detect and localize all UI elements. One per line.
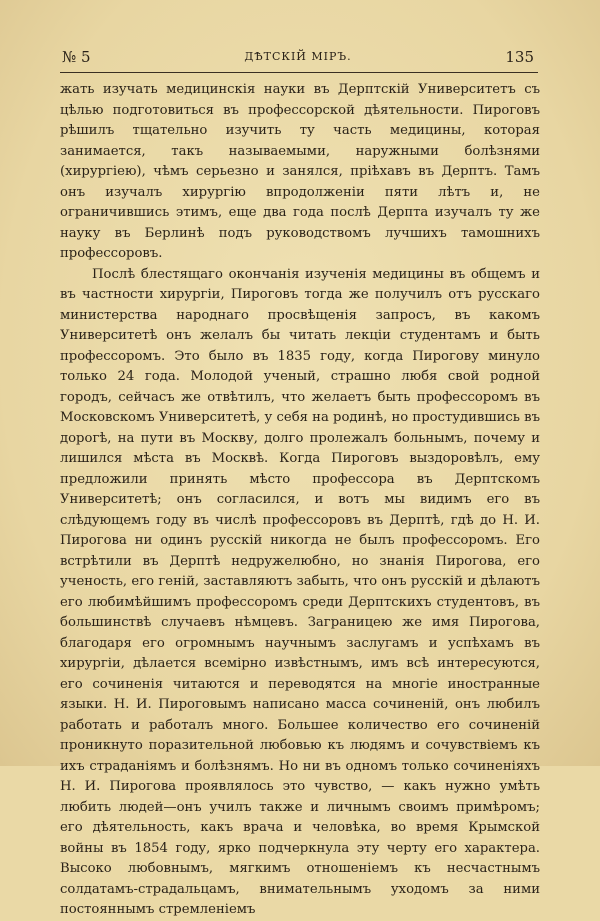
paragraph-continuation: жать изучать медицинскія науки въ Дерптскій Университетъ съ цѣлью подготовиться въ профессорской дѣятельности. Пироговъ рѣшилъ тщательно изучить ту часть медицины, которая занимается, такъ называемыми, наружными болѣзнями (хирургіею), чѣмъ серьезно и занялся, пріѣхавъ въ Дерптъ. Тамъ онъ изучалъ хирургію впродолженіи пяти лѣтъ и, не ограничившись этимъ, еще два года послѣ Дерпта изучалъ ту же науку въ Берлинѣ подъ руководствомъ лучшихъ тамошнихъ профессоровъ.	[60, 82, 540, 261]
page-number: 135	[505, 48, 534, 66]
article-body	[60, 80, 540, 921]
journal-title: ДѢТСКІЙ МІРЪ.	[244, 50, 352, 63]
paragraph: Послѣ блестящаго окончанія изученія медицины въ общемъ и въ частности хирургіи, Пироговъ тогда же получилъ отъ русскаго министерства народнаго просвѣщенія запросъ, въ какомъ Университетѣ онъ желалъ бы читать лекціи студентамъ и быть профессоромъ. Это было въ 1835 году, когда Пирогову минуло только 24 года. Молодой ученый, страшно любя свой родной городъ, сейчасъ же отвѣтилъ, что желаетъ быть профессоромъ въ Московскомъ Университетѣ, у себя на родинѣ, но простудившись въ дорогѣ, на пути въ Москву, долго пролежалъ больнымъ, почему и лишился мѣста въ Москвѣ. Когда Пироговъ выздоровѣлъ, ему предложили принять мѣсто профессора въ Дерптскомъ Университетѣ; онъ согласился, и вотъ мы видимъ его въ слѣдующемъ году въ числѣ профессоровъ въ Дерптѣ, гдѣ до Н. И. Пирогова ни одинъ русскій никогда не былъ профессоромъ. Его встрѣтили въ Дерптѣ недружелюбно, но знанія Пирогова, его ученость, его геній, заставляютъ забыть, что онъ русскій и дѣлаютъ его любимѣйшимъ профессоромъ среди Дерптскихъ студентовъ, въ большинствѣ случаевъ нѣмцевъ. Заграницею же имя Пирогова, благодаря его огромнымъ научнымъ заслугамъ и успѣхамъ въ хирургіи, дѣлается всемірно извѣстнымъ, имъ всѣ интересуются, его сочиненія читаются и переводятся на многіе иностранные языки. Н. И. Пироговымъ написано масса сочиненій, онъ любилъ работать и работалъ много. Большее количество его сочиненій проникнуто поразительной любовью къ людямъ и сочувствіемъ къ ихъ страданіямъ и болѣзнямъ. Но ни въ одномъ только сочиненіяхъ Н. И. Пирогова проявлялось это чувство, — какъ нужно умѣть любить людей—онъ училъ также и личнымъ своимъ примѣромъ; его дѣятельность, какъ врача и человѣка, во время Крымской войны въ 1854 году, ярко подчеркнула эту черту его характера. Высоко любовнымъ, мягкимъ отношеніемъ къ несчастнымъ солдатамъ-страдальцамъ, внимательнымъ уходомъ за ними постояннымъ стремленіемъ	[60, 266, 540, 917]
running-header	[62, 46, 534, 70]
issue-number: № 5	[62, 48, 91, 66]
header-rule	[60, 72, 538, 73]
